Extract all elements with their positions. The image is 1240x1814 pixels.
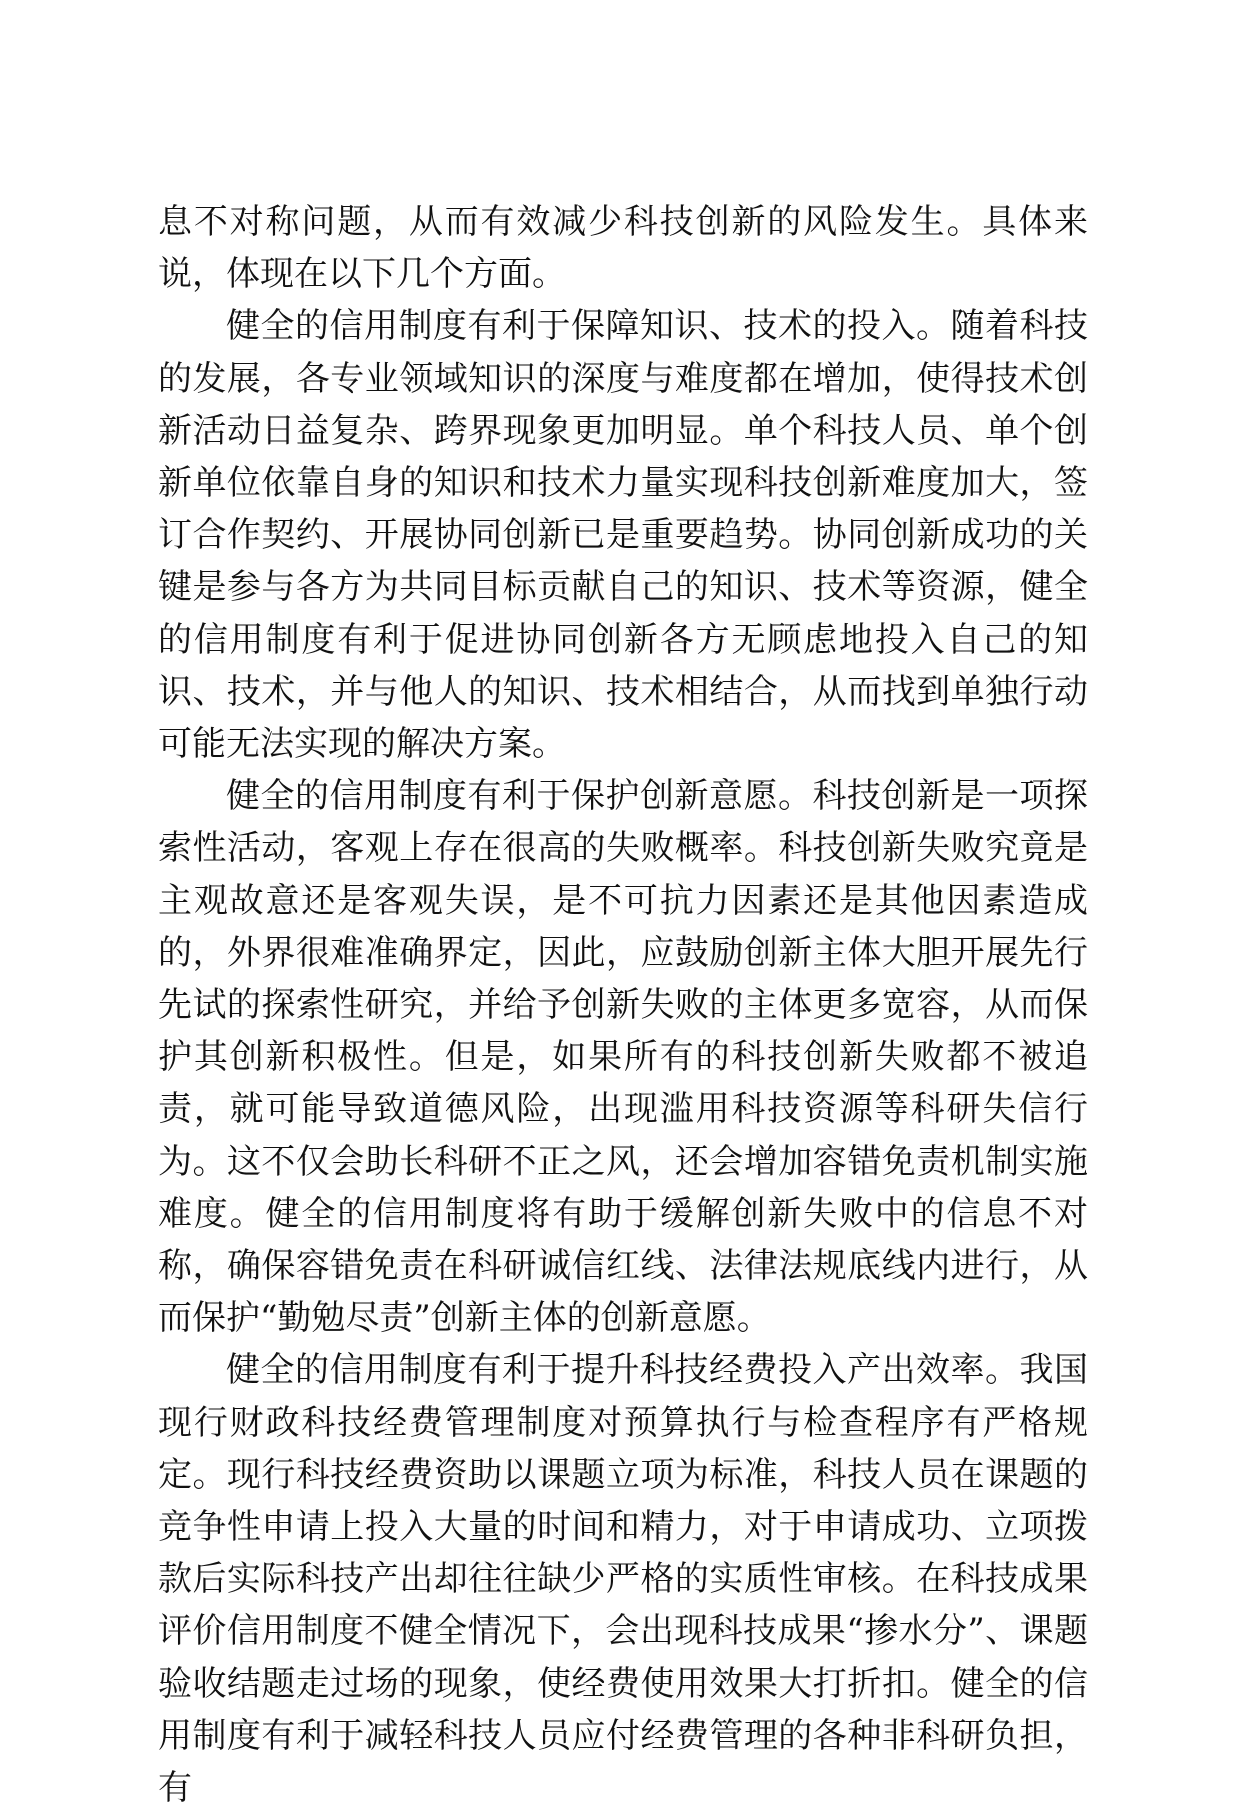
paragraph-funding-efficiency: 健全的信用制度有利于提升科技经费投入产出效率。我国现行财政科技经费管理制度对预算执行与检查程序有严格规定。现行科技经费资助以课题立项为标准，科技人员在课题的竞争性申请上投入大量的时间和精力，对于申请成功、立项拨款后实际科技产出却往往缺少严格的实质性审核。在科技成果评价信用制度不健全情况下，会出现科技成果“掺水分”、课题验收结题走过场的现象，使经费使用效果大打折扣。健全的信用制度有利于减轻科技人员应付经费管理的各种非科研负担，有 xyxy=(158,1350,1088,1809)
document-page xyxy=(158,196,1088,1814)
paragraph-innovation-willingness: 健全的信用制度有利于保护创新意愿。科技创新是一项探索性活动，客观上存在很高的失败概率。科技创新失败究竟是主观故意还是客观失误，是不可抗力因素还是其他因素造成的，外界很难准确界定，因此，应鼓励创新主体大胆开展先行先试的探索性研究，并给予创新失败的主体更多宽容，从而保护其创新积极性。但是，如果所有的科技创新失败都不被追责，就可能导致道德风险，出现滥用科技资源等科研失信行为。这不仅会助长科研不正之风，还会增加容错免责机制实施难度。健全的信用制度将有助于缓解创新失败中的信息不对称，确保容错免责在科研诚信红线、法律法规底线内进行，从而保护“勤勉尽责”创新主体的创新意愿。 xyxy=(158,776,1088,1339)
paragraph-continuation: 息不对称问题，从而有效减少科技创新的风险发生。具体来说，体现在以下几个方面。 xyxy=(158,202,1088,295)
paragraph-knowledge-input: 健全的信用制度有利于保障知识、技术的投入。随着科技的发展，各专业领域知识的深度与难度都在增加，使得技术创新活动日益复杂、跨界现象更加明显。单个科技人员、单个创新单位依靠自身的知识和技术力量实现科技创新难度加大，签订合作契约、开展协同创新已是重要趋势。协同创新成功的关键是参与各方为共同目标贡献自己的知识、技术等资源，健全的信用制度有利于促进协同创新各方无顾虑地投入自己的知识、技术，并与他人的知识、技术相结合，从而找到单独行动可能无法实现的解决方案。 xyxy=(158,306,1088,765)
